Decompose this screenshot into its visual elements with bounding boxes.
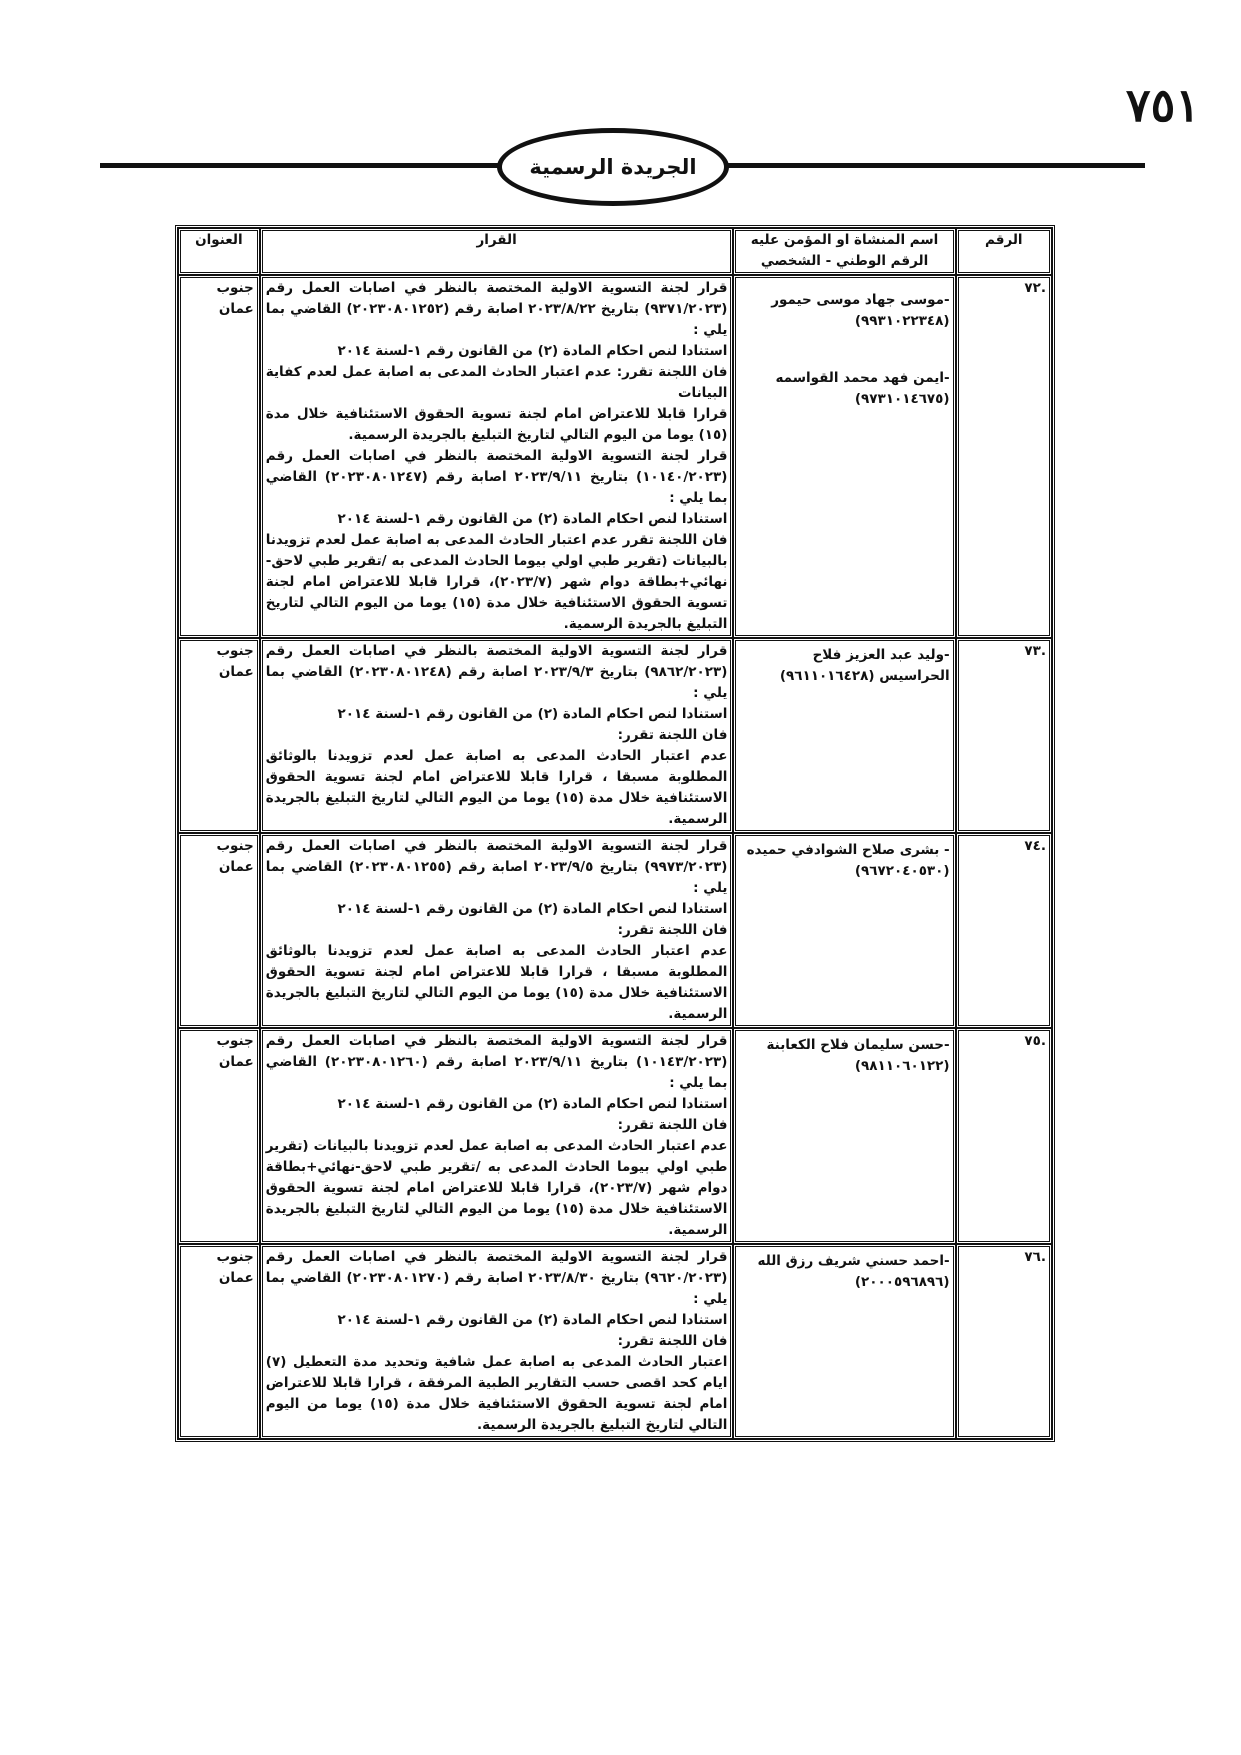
row-names: [733, 275, 955, 638]
page-number: ٧٥١: [1125, 78, 1200, 132]
row-address: جنوب عمان: [178, 833, 260, 1028]
row-address: جنوب عمان: [178, 1244, 260, 1439]
decision-paragraph: فان اللجنة تقرر:: [617, 922, 728, 938]
row-names: [733, 1028, 955, 1244]
decision-paragraph: قرار لجنة التسوية الاولية المختصة بالنظر في اصابات العمل رقم (٩٩٧٣/٢٠٢٣) بتاريخ ٢٠٢٣/٩/٥ اصابة رقم (٢٠٢٣٠٨٠١٢٥٥) القاضي بما يلي :: [265, 838, 728, 896]
decision-paragraph: استنادا لنص احكام المادة (٢) من القانون رقم ١-لسنة ٢٠١٤: [337, 511, 728, 527]
insured-name: -وليد عبد العزيز فلاح الحراسيس (٩٦١١٠١٦٤٢٨): [779, 647, 950, 684]
row-number: .٧٢: [956, 275, 1052, 638]
decision-paragraph: عدم اعتبار الحادث المدعى به اصابة عمل لعدم تزويدنا بالوثائق المطلوبة مسبقا ، قرارا قابلا للاعتراض امام لجنة تسوية الحقوق الاستئنافية خلال مدة (١٥) يوما من اليوم التالي لتاريخ التبليغ بالجريدة الرسمية.: [265, 748, 728, 827]
row-address: جنوب عمان: [178, 638, 260, 833]
row-decision: [260, 1244, 734, 1439]
decision-paragraph: استنادا لنص احكام المادة (٢) من القانون رقم ١-لسنة ٢٠١٤: [337, 901, 728, 917]
decision-paragraph: استنادا لنص احكام المادة (٢) من القانون رقم ١-لسنة ٢٠١٤: [337, 1096, 728, 1112]
decision-paragraph: فان اللجنة تقرر: عدم اعتبار الحادث المدعى به اصابة عمل لعدم كفاية البيانات: [265, 364, 728, 401]
insured-name: -احمد حسني شريف رزق الله (٢٠٠٠٥٩٦٨٩٦): [757, 1253, 950, 1290]
insured-name: -ايمن فهد محمد القواسمه (٩٧٣١٠١٤٦٧٥): [775, 370, 950, 407]
table-row: [178, 833, 1052, 1028]
table-row: [178, 1244, 1052, 1439]
decision-paragraph: استنادا لنص احكام المادة (٢) من القانون رقم ١-لسنة ٢٠١٤: [337, 1312, 728, 1328]
row-number: .٧٣: [956, 638, 1052, 833]
decision-paragraph: فان اللجنة تقرر عدم اعتبار الحادث المدعى به اصابة عمل لعدم تزويدنا بالبيانات (تقرير طبي اولي بيوما الحادث المدعى به /تقرير طبي لاحق-نهائي+بطاقة دوام شهر (٢٠٢٣/٧)، قرارا قابلا للاعتراض امام لجنة تسوية الحقوق الاستئنافية خلال مدة (١٥) يوما من اليوم التالي لتاريخ التبليغ بالجريدة الرسمية.: [265, 532, 728, 632]
decision-paragraph: قرار لجنة التسوية الاولية المختصة بالنظر في اصابات العمل رقم (١٠١٤٣/٢٠٢٣) بتاريخ ٢٠٢٣/٩/١١ اصابة رقم (٢٠٢٣٠٨٠١٢٦٠) القاضي بما يلي :: [265, 1033, 728, 1091]
column-header-name: اسم المنشاة او المؤمن عليه الرقم الوطني - الشخصي: [733, 228, 955, 275]
column-header-decision: القرار: [260, 228, 734, 275]
row-number: .٧٤: [956, 833, 1052, 1028]
row-decision: [260, 1028, 734, 1244]
table-row: [178, 1028, 1052, 1244]
decision-paragraph: قرارا قابلا للاعتراض امام لجنة تسوية الحقوق الاستئنافية خلال مدة (١٥) يوما من اليوم التالي لتاريخ التبليغ بالجريدة الرسمية.: [265, 406, 728, 443]
row-address: جنوب عمان: [178, 275, 260, 638]
column-header-number: الرقم: [956, 228, 1052, 275]
decision-paragraph: قرار لجنة التسوية الاولية المختصة بالنظر في اصابات العمل رقم (٩٨٦٢/٢٠٢٣) بتاريخ ٢٠٢٣/٩/٣ اصابة رقم (٢٠٢٣٠٨٠١٢٤٨) القاضي بما يلي :: [265, 643, 728, 701]
decision-paragraph: قرار لجنة التسوية الاولية المختصة بالنظر في اصابات العمل رقم (٩٦٢٠/٢٠٢٣) بتاريخ ٢٠٢٣/٨/٣٠ اصابة رقم (٢٠٢٣٠٨٠١٢٧٠) القاضي بما يلي :: [265, 1249, 728, 1307]
row-names: [733, 638, 955, 833]
row-number: .٧٥: [956, 1028, 1052, 1244]
decisions-table: [175, 225, 1055, 1442]
row-number: .٧٦: [956, 1244, 1052, 1439]
decision-paragraph: فان اللجنة تقرر:: [617, 1333, 728, 1349]
row-decision: [260, 833, 734, 1028]
decision-paragraph: استنادا لنص احكام المادة (٢) من القانون رقم ١-لسنة ٢٠١٤: [337, 343, 728, 359]
row-names: [733, 833, 955, 1028]
decision-paragraph: قرار لجنة التسوية الاولية المختصة بالنظر في اصابات العمل رقم (١٠١٤٠/٢٠٢٣) بتاريخ ٢٠٢٣/٩/١١ اصابة رقم (٢٠٢٣٠٨٠١٢٤٧) القاضي بما يلي :: [265, 448, 728, 506]
decision-paragraph: استنادا لنص احكام المادة (٢) من القانون رقم ١-لسنة ٢٠١٤: [337, 706, 728, 722]
column-header-address: العنوان: [178, 228, 260, 275]
header-oval: [497, 128, 729, 206]
row-decision: [260, 638, 734, 833]
row-names: [733, 1244, 955, 1439]
gazette-title: الجريدة الرسمية: [529, 155, 697, 179]
insured-name: -موسى جهاد موسى حيمور (٩٩٣١٠٢٢٣٤٨): [771, 292, 950, 329]
table-row: [178, 275, 1052, 638]
decision-paragraph: فان اللجنة تقرر:: [617, 1117, 728, 1133]
table-row: [178, 638, 1052, 833]
insured-name: -حسن سليمان فلاح الكعابنة (٩٨١١٠٦٠١٢٢): [766, 1037, 950, 1074]
table-header-row: [178, 228, 1052, 275]
decision-paragraph: اعتبار الحادث المدعى به اصابة عمل شافية وتحديد مدة التعطيل (٧) ايام كحد اقصى حسب التقارير الطبية المرفقة ، قرارا قابلا للاعتراض امام لجنة تسوية الحقوق الاستئنافية خلال مدة (١٥) يوما من اليوم التالي لتاريخ التبليغ بالجريدة الرسمية.: [265, 1354, 728, 1433]
decision-paragraph: عدم اعتبار الحادث المدعى به اصابة عمل لعدم تزويدنا بالبيانات (تقرير طبي اولي بيوما الحادث المدعى به /تقرير طبي لاحق-نهائي+بطاقة دوام شهر (٢٠٢٣/٧)، قرارا قابلا للاعتراض امام لجنة تسوية الحقوق الاستئنافية خلال مدة (١٥) يوما من اليوم التالي لتاريخ التبليغ بالجريدة الرسمية.: [265, 1138, 728, 1238]
decision-paragraph: فان اللجنة تقرر:: [617, 727, 728, 743]
insured-name: - بشرى صلاح الشوادفي حميده (٩٦٧٢٠٤٠٥٣٠): [746, 842, 950, 879]
decision-paragraph: عدم اعتبار الحادث المدعى به اصابة عمل لعدم تزويدنا بالوثائق المطلوبة مسبقا ، قرارا قابلا للاعتراض امام لجنة تسوية الحقوق الاستئنافية خلال مدة (١٥) يوما من اليوم التالي لتاريخ التبليغ بالجريدة الرسمية.: [265, 943, 728, 1022]
decision-paragraph: قرار لجنة التسوية الاولية المختصة بالنظر في اصابات العمل رقم (٩٣٧١/٢٠٢٣) بتاريخ ٢٠٢٣/٨/٢٢ اصابة رقم (٢٠٢٣٠٨٠١٢٥٢) القاضي بما يلي :: [265, 280, 728, 338]
row-decision: [260, 275, 734, 638]
row-address: جنوب عمان: [178, 1028, 260, 1244]
